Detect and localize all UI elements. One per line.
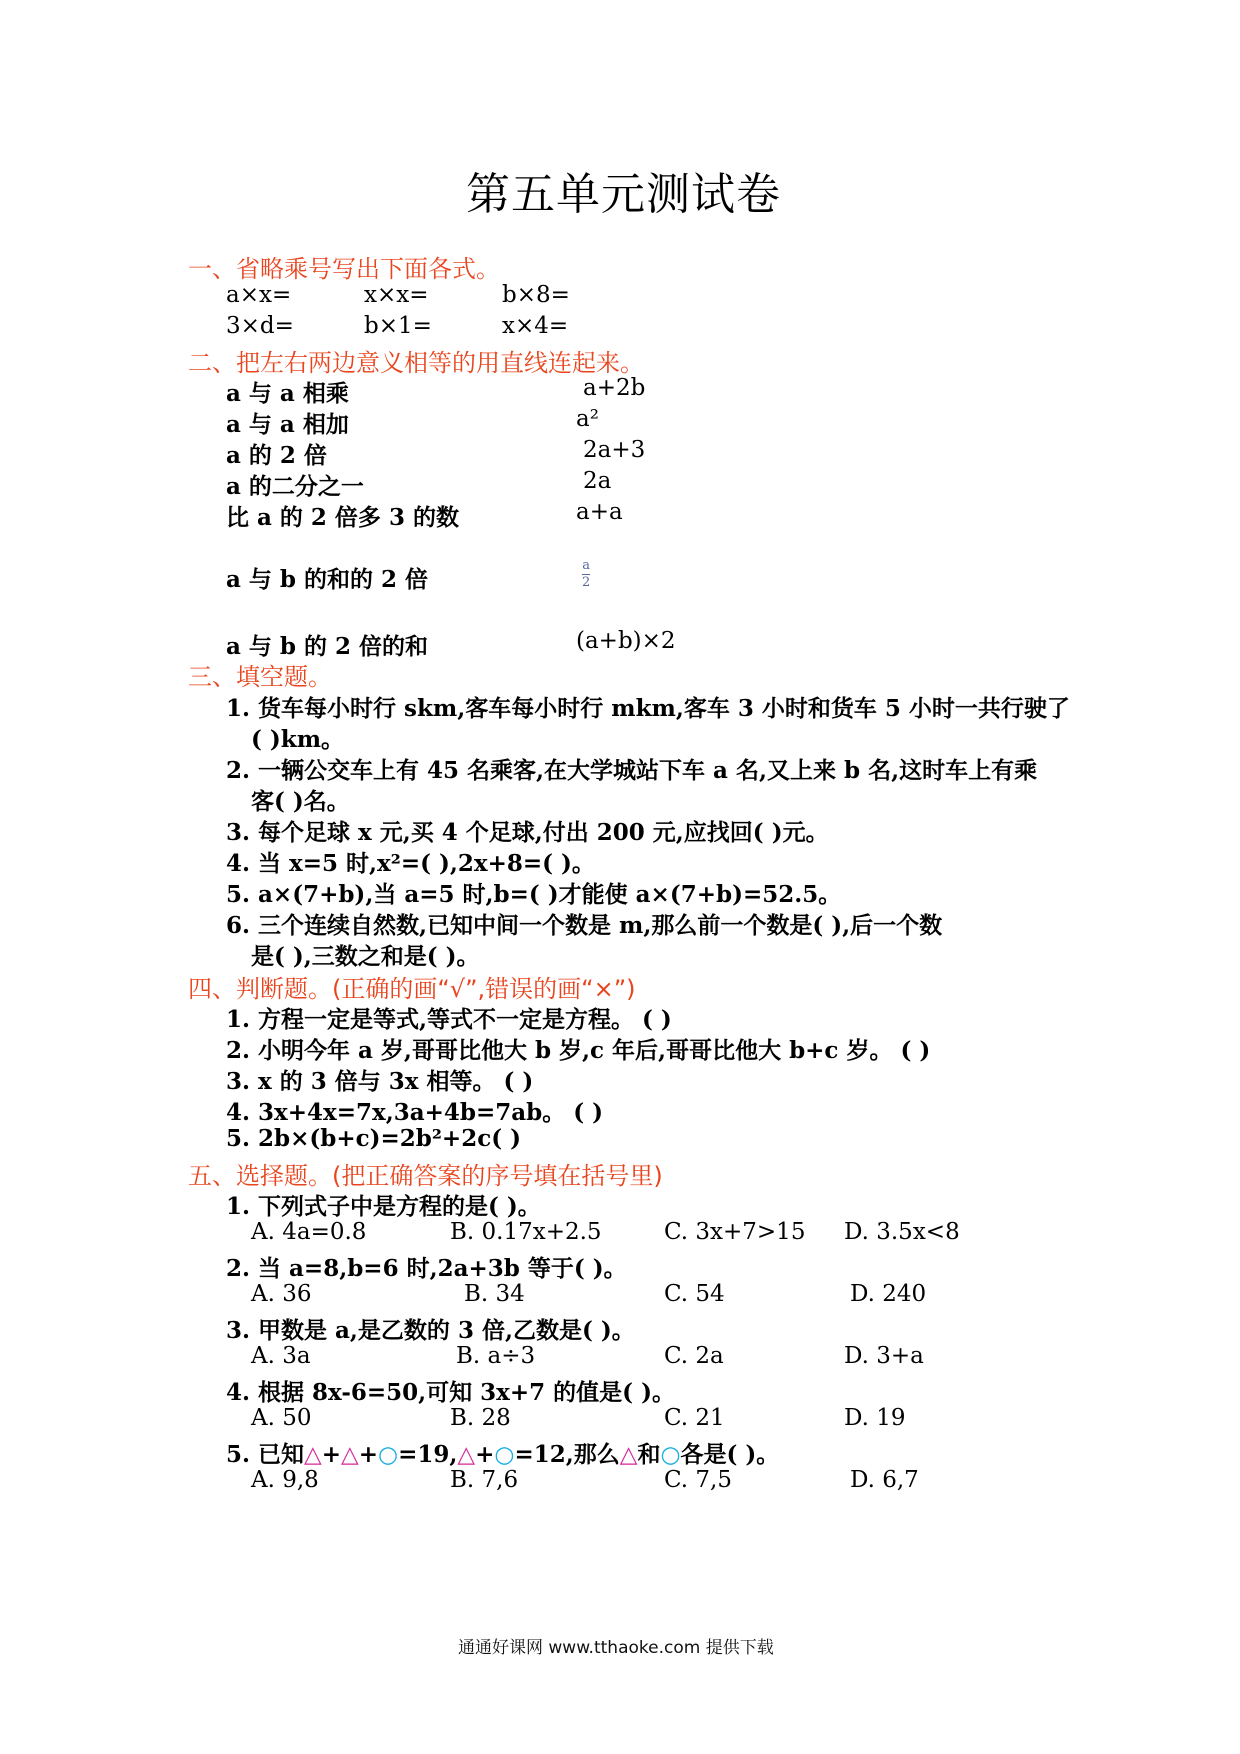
choice-option: A. 50 [251, 1405, 312, 1431]
judge-question: 2. 小明今年 a 岁,哥哥比他大 b 岁,c 年后,哥哥比他大 b+c 岁。 ( ) [226, 1037, 931, 1064]
judge-question: 3. x 的 3 倍与 3x 相等。 ( ) [226, 1068, 534, 1095]
expr-item: b×8= [502, 282, 570, 308]
match-left-item: a 与 a 相乘 [226, 380, 349, 407]
choice-option: C. 2a [664, 1343, 724, 1369]
judge-question: 5. 2b×(b+c)=2b²+2c( ) [226, 1125, 521, 1152]
match-right-fraction: $\frac{a}{2}$ [582, 558, 591, 590]
choice-option: B. a÷3 [456, 1343, 536, 1369]
expr-item: 3×d= [226, 313, 294, 339]
match-left-item: a 与 a 相加 [226, 411, 349, 438]
triangle-icon: △ [457, 1441, 476, 1468]
choice-question: 4. 根据 8x-6=50,可知 3x+7 的值是( )。 [226, 1379, 675, 1406]
choice-option: D. 6,7 [850, 1467, 919, 1493]
fill-question: 2. 一辆公交车上有 45 名乘客,在大学城站下车 a 名,又上来 b 名,这时车上有乘 [226, 757, 1038, 784]
match-left-item: a 与 b 的 2 倍的和 [226, 633, 429, 660]
match-right-item: a+a [576, 499, 623, 525]
section-4-heading: 四、判断题。(正确的画“√”,错误的画“×”) [188, 975, 636, 1003]
triangle-icon: △ [304, 1441, 322, 1468]
expr-item: b×1= [364, 313, 432, 339]
footer-credit: 通通好课网 www.tthaoke.com 提供下载 [458, 1638, 774, 1658]
choice-option: B. 7,6 [450, 1467, 519, 1493]
match-left-item: a 与 b 的和的 2 倍 [226, 566, 429, 593]
section-5-heading: 五、选择题。(把正确答案的序号填在括号里) [188, 1162, 663, 1190]
fill-question-cont: 是( ),三数之和是( )。 [251, 943, 480, 970]
match-right-item: (a+b)×2 [576, 628, 676, 654]
match-right-item: 2a [583, 468, 612, 494]
section-2-heading: 二、把左右两边意义相等的用直线连起来。 [188, 349, 644, 377]
circle-icon: ○ [494, 1441, 515, 1468]
choice-option: C. 3x+7>15 [664, 1219, 806, 1245]
choice-option: B. 28 [450, 1405, 511, 1431]
choice-option: C. 54 [664, 1281, 725, 1307]
fill-question: 6. 三个连续自然数,已知中间一个数是 m,那么前一个数是( ),后一个数 [226, 912, 943, 939]
choice-option: B. 0.17x+2.5 [450, 1219, 602, 1245]
choice-question: 3. 甲数是 a,是乙数的 3 倍,乙数是( )。 [226, 1317, 635, 1344]
circle-icon: ○ [660, 1441, 681, 1468]
judge-question: 4. 3x+4x=7x,3a+4b=7ab。 ( ) [226, 1099, 604, 1126]
fill-question-cont: ( )km。 [251, 726, 345, 753]
triangle-icon: △ [341, 1441, 359, 1468]
match-right-item: 2a+3 [583, 437, 646, 463]
match-left-item: 比 a 的 2 倍多 3 的数 [226, 504, 459, 531]
choice-option: C. 21 [664, 1405, 725, 1431]
section-3-heading: 三、填空题。 [188, 663, 332, 691]
match-right-item: a² [576, 406, 599, 432]
fill-question: 4. 当 x=5 时,x²=( ),2x+8=( )。 [226, 850, 595, 877]
choice-question: 2. 当 a=8,b=6 时,2a+3b 等于( )。 [226, 1255, 627, 1282]
match-right-item: a+2b [583, 375, 646, 401]
choice-option: A. 3a [251, 1343, 311, 1369]
judge-question: 1. 方程一定是等式,等式不一定是方程。 ( ) [226, 1006, 672, 1033]
fill-question: 5. a×(7+b),当 a=5 时,b=( )才能使 a×(7+b)=52.5。 [226, 881, 842, 908]
section-1-heading: 一、省略乘号写出下面各式。 [188, 255, 500, 283]
fill-question: 3. 每个足球 x 元,买 4 个足球,付出 200 元,应找回( )元。 [226, 819, 829, 846]
page-title: 第五单元测试卷 [466, 169, 781, 220]
choice-option: A. 36 [251, 1281, 312, 1307]
choice-option: D. 240 [850, 1281, 927, 1307]
choice-option: D. 3+a [844, 1343, 924, 1369]
choice-option: A. 4a=0.8 [251, 1219, 367, 1245]
match-left-item: a 的二分之一 [226, 473, 364, 500]
expr-item: x×4= [502, 313, 569, 339]
choice-option: C. 7,5 [664, 1467, 732, 1493]
fill-question: 1. 货车每小时行 skm,客车每小时行 mkm,客车 3 小时和货车 5 小时一共行驶了 [226, 695, 1070, 722]
choice-option: D. 3.5x<8 [844, 1219, 960, 1245]
triangle-icon: △ [619, 1441, 638, 1468]
choice-question: 1. 下列式子中是方程的是( )。 [226, 1193, 541, 1220]
choice-option: B. 34 [464, 1281, 525, 1307]
expr-item: x×x= [364, 282, 429, 308]
circle-icon: ○ [378, 1441, 399, 1468]
choice-option: A. 9,8 [251, 1467, 319, 1493]
match-left-item: a 的 2 倍 [226, 442, 327, 469]
choice-question: 5. 已知△+△+○=19,△+○=12,那么△和○各是( )。 [226, 1441, 780, 1468]
choice-option: D. 19 [844, 1405, 906, 1431]
expr-item: a×x= [226, 282, 292, 308]
fill-question-cont: 客( )名。 [251, 788, 350, 815]
